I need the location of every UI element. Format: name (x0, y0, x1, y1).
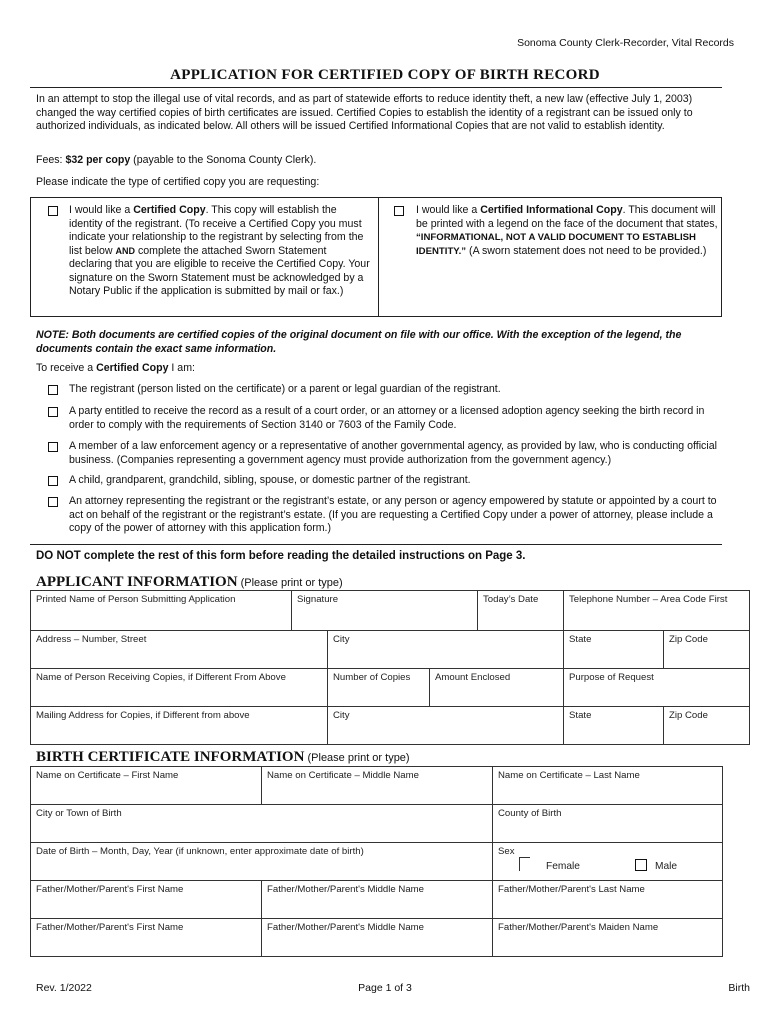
fees-amount: $32 per copy (65, 154, 131, 166)
fees-note: (payable to the Sonoma County Clerk). (130, 154, 317, 166)
field-label: Sex (498, 846, 515, 857)
informational-copy-option (416, 204, 718, 258)
field-label: Name on Certificate – Middle Name (267, 770, 419, 781)
parent2-middle-name-field[interactable] (262, 919, 493, 957)
field-label: Address – Number, Street (36, 634, 147, 645)
informational-copy-checkbox[interactable] (394, 206, 404, 216)
section-title-part: APPLICANT (36, 574, 127, 590)
option-text: . This copy will establish the identity of the registrant. (To receive a Certified Copy you must indicate your relationship to the registrant by selecting from the list below (69, 204, 364, 257)
option-bold: Certified Informational Copy (480, 204, 623, 216)
field-label: State (569, 710, 592, 721)
field-label: Zip Code (669, 710, 708, 721)
receiver-name-field[interactable] (31, 669, 328, 707)
revision-label: Rev. 1/2022 (36, 982, 92, 994)
warning-line (36, 549, 525, 564)
option-text: I would like a (69, 204, 134, 216)
date-of-birth-field[interactable] (31, 843, 493, 881)
option-bold: Certified Copy (133, 204, 206, 216)
warning-do-not: DO NOT (36, 550, 81, 562)
eligibility-text: The registrant (person listed on the certificate) or a parent or legal guardian of the registrant. (69, 383, 501, 395)
address-field[interactable] (31, 631, 328, 669)
field-label: Father/Mother/Parent's First Name (36, 884, 184, 895)
field-label: Father/Mother/Parent's Middle Name (267, 884, 424, 895)
eligibility-text: An attorney representing the registrant or the registrant’s estate, or any person or agency empowered by statute or appointed by a court to act on behalf of the registrant or the registrant’s estate. (If you are requesting a Certified Copy under a power of attorney, please include a copy of the power of attorney with this application form.) (69, 495, 717, 535)
eligibility-checkbox[interactable] (48, 385, 58, 395)
title-part: CERTIFIED (317, 67, 408, 83)
eligibility-checkbox[interactable] (48, 497, 58, 507)
certified-copy-option (69, 204, 371, 299)
receive-text: I am: (168, 362, 195, 374)
last-name-field[interactable] (493, 767, 723, 805)
city-of-birth-field[interactable] (31, 805, 493, 843)
option-text: complete the attached Sworn Statement declaring that you are eligible to receive the Certified Copy. Your signature on the Sworn Statement must be acknowledged by a Notary Public if the application is submitted by mail or fax.) (69, 244, 370, 298)
warning-text: complete the rest of this form before reading the detailed instructions on Page 3. (80, 550, 526, 562)
state-field[interactable] (564, 631, 664, 669)
field-label: Purpose of Request (569, 672, 654, 683)
todays-date-field[interactable] (478, 591, 564, 631)
eligibility-text: A member of a law enforcement agency or a representative of another governmental agency, as provided by law, who is conducting official business. (Companies representing a government agency must provide authorization from the government agency.) (69, 440, 717, 466)
fees-line (36, 154, 726, 168)
city-field[interactable] (328, 631, 564, 669)
option-text: . This document will be printed with a legend on the face of the document that states, (416, 204, 718, 230)
mailing-zip-field[interactable] (664, 707, 750, 745)
printed-name-field[interactable] (31, 591, 292, 631)
eligibility-option (48, 495, 728, 536)
intro-paragraph: In an attempt to stop the illegal use of vital records, and as part of statewide efforts to reduce identity theft, a new law (effective July 1, 2003) changed the way certified copies of birth certificates are issued. Certified Copies to establish the identity of a registrant can be issued only to authorized individuals, as indicated below. All others will be issued Certified Informational Copies that are not valid to establish identity. (36, 93, 693, 133)
title-part: COPY OF (407, 67, 480, 83)
field-label: Zip Code (669, 634, 708, 645)
parent1-middle-name-field[interactable] (262, 881, 493, 919)
female-label: Female (546, 861, 580, 872)
field-label: Printed Name of Person Submitting Application (36, 594, 236, 605)
section-title-part: INFORMATION (126, 574, 238, 590)
field-label: Number of Copies (333, 672, 411, 683)
receive-text: To receive a (36, 362, 97, 374)
field-label: Telephone Number – Area Code First (569, 594, 728, 605)
parent2-maiden-name-field[interactable] (493, 919, 723, 957)
eligibility-checkbox[interactable] (48, 407, 58, 417)
mailing-address-field[interactable] (31, 707, 328, 745)
parent2-first-name-field[interactable] (31, 919, 262, 957)
middle-name-field[interactable] (262, 767, 493, 805)
page-number: Page 1 of 3 (358, 982, 412, 994)
eligibility-checkbox[interactable] (48, 442, 58, 452)
eligibility-text: A child, grandparent, grandchild, sibling, spouse, or domestic partner of the registrant. (69, 474, 471, 486)
male-label: Male (655, 861, 678, 872)
sex-field (493, 843, 723, 881)
zip-field[interactable] (664, 631, 750, 669)
receive-bold: Certified Copy (96, 362, 169, 374)
parent1-last-name-field[interactable] (493, 881, 723, 919)
field-label: Father/Mother/Parent's Maiden Name (498, 922, 659, 933)
field-label: Mailing Address for Copies, if Different from above (36, 710, 250, 721)
birth-section-title (36, 748, 410, 767)
field-label: Amount Enclosed (435, 672, 511, 683)
eligibility-text: A party entitled to receive the record as a result of a court order, or an attorney or a licensed adoption agency seeking the birth record in order to comply with the requirements of Section 3140 or 7603 of the Family Code. (69, 405, 705, 431)
field-label: Name on Certificate – Last Name (498, 770, 640, 781)
field-label: City or Town of Birth (36, 808, 122, 819)
section-hint: (Please print or type) (237, 577, 343, 589)
first-name-field[interactable] (31, 767, 262, 805)
note-text: NOTE: Both documents are certified copies of the original document on file with our office. With the exception of the legend, the documents contain the exact same information. (36, 329, 682, 355)
field-label: City (333, 710, 350, 721)
county-of-birth-field[interactable] (493, 805, 723, 843)
field-label: Today’s Date (483, 594, 539, 605)
mailing-state-field[interactable] (564, 707, 664, 745)
field-label: Father/Mother/Parent's First Name (36, 922, 184, 933)
title-part: RECORD (533, 67, 600, 83)
fees-label: Fees: (36, 154, 66, 166)
field-label: Father/Mother/Parent's Middle Name (267, 922, 424, 933)
section-title-part: BIRTH (36, 749, 88, 765)
applicant-table (30, 590, 750, 745)
telephone-field[interactable] (564, 591, 750, 631)
form-type-label: Birth (728, 982, 750, 994)
parent1-first-name-field[interactable] (31, 881, 262, 919)
section-rule (30, 544, 722, 545)
eligibility-option (48, 474, 728, 488)
field-label: Name on Certificate – First Name (36, 770, 179, 781)
field-label: State (569, 634, 592, 645)
certified-copy-checkbox[interactable] (48, 206, 58, 216)
amount-enclosed-field[interactable] (430, 669, 564, 707)
section-title-part: INFORMATION (193, 749, 305, 765)
eligibility-checkbox[interactable] (48, 476, 58, 486)
option-legend: “INFORMATIONAL, NOT A VALID DOCUMENT TO ESTABLISH IDENTITY.” (416, 232, 696, 257)
indicate-line: Please indicate the type of certified copy you are requesting: (36, 176, 320, 188)
option-text: I would like a (416, 204, 481, 216)
male-checkbox[interactable] (635, 859, 647, 871)
option-text: (A sworn statement does not need to be provided.) (466, 244, 707, 257)
field-label: Date of Birth – Month, Day, Year (if unknown, enter approximate date of birth) (36, 846, 364, 857)
title-part: BIRTH (479, 67, 534, 83)
field-label: County of Birth (498, 808, 562, 819)
mailing-city-field[interactable] (328, 707, 564, 745)
field-label: Father/Mother/Parent's Last Name (498, 884, 645, 895)
field-label: Signature (297, 594, 339, 605)
eligibility-option (48, 383, 728, 397)
copy-type-divider (378, 198, 379, 316)
field-label: Name of Person Receiving Copies, if Different From Above (36, 672, 286, 683)
agency-header: Sonoma County Clerk-Recorder, Vital Records (517, 37, 734, 49)
eligibility-option (48, 440, 728, 467)
num-copies-field[interactable] (328, 669, 430, 707)
title-rule (30, 87, 722, 88)
section-hint: (Please print or type) (304, 752, 410, 764)
section-title-part: CERTIFICATE (87, 749, 194, 765)
title-part: APPLICATION FOR (170, 67, 318, 83)
field-label: City (333, 634, 350, 645)
birth-table (30, 766, 723, 957)
female-checkbox[interactable] (519, 857, 530, 871)
eligibility-option (48, 405, 728, 432)
page-title (0, 66, 770, 85)
purpose-field[interactable] (564, 669, 750, 707)
receive-heading (36, 362, 726, 376)
option-bold: AND (115, 245, 136, 256)
signature-field[interactable] (292, 591, 478, 631)
